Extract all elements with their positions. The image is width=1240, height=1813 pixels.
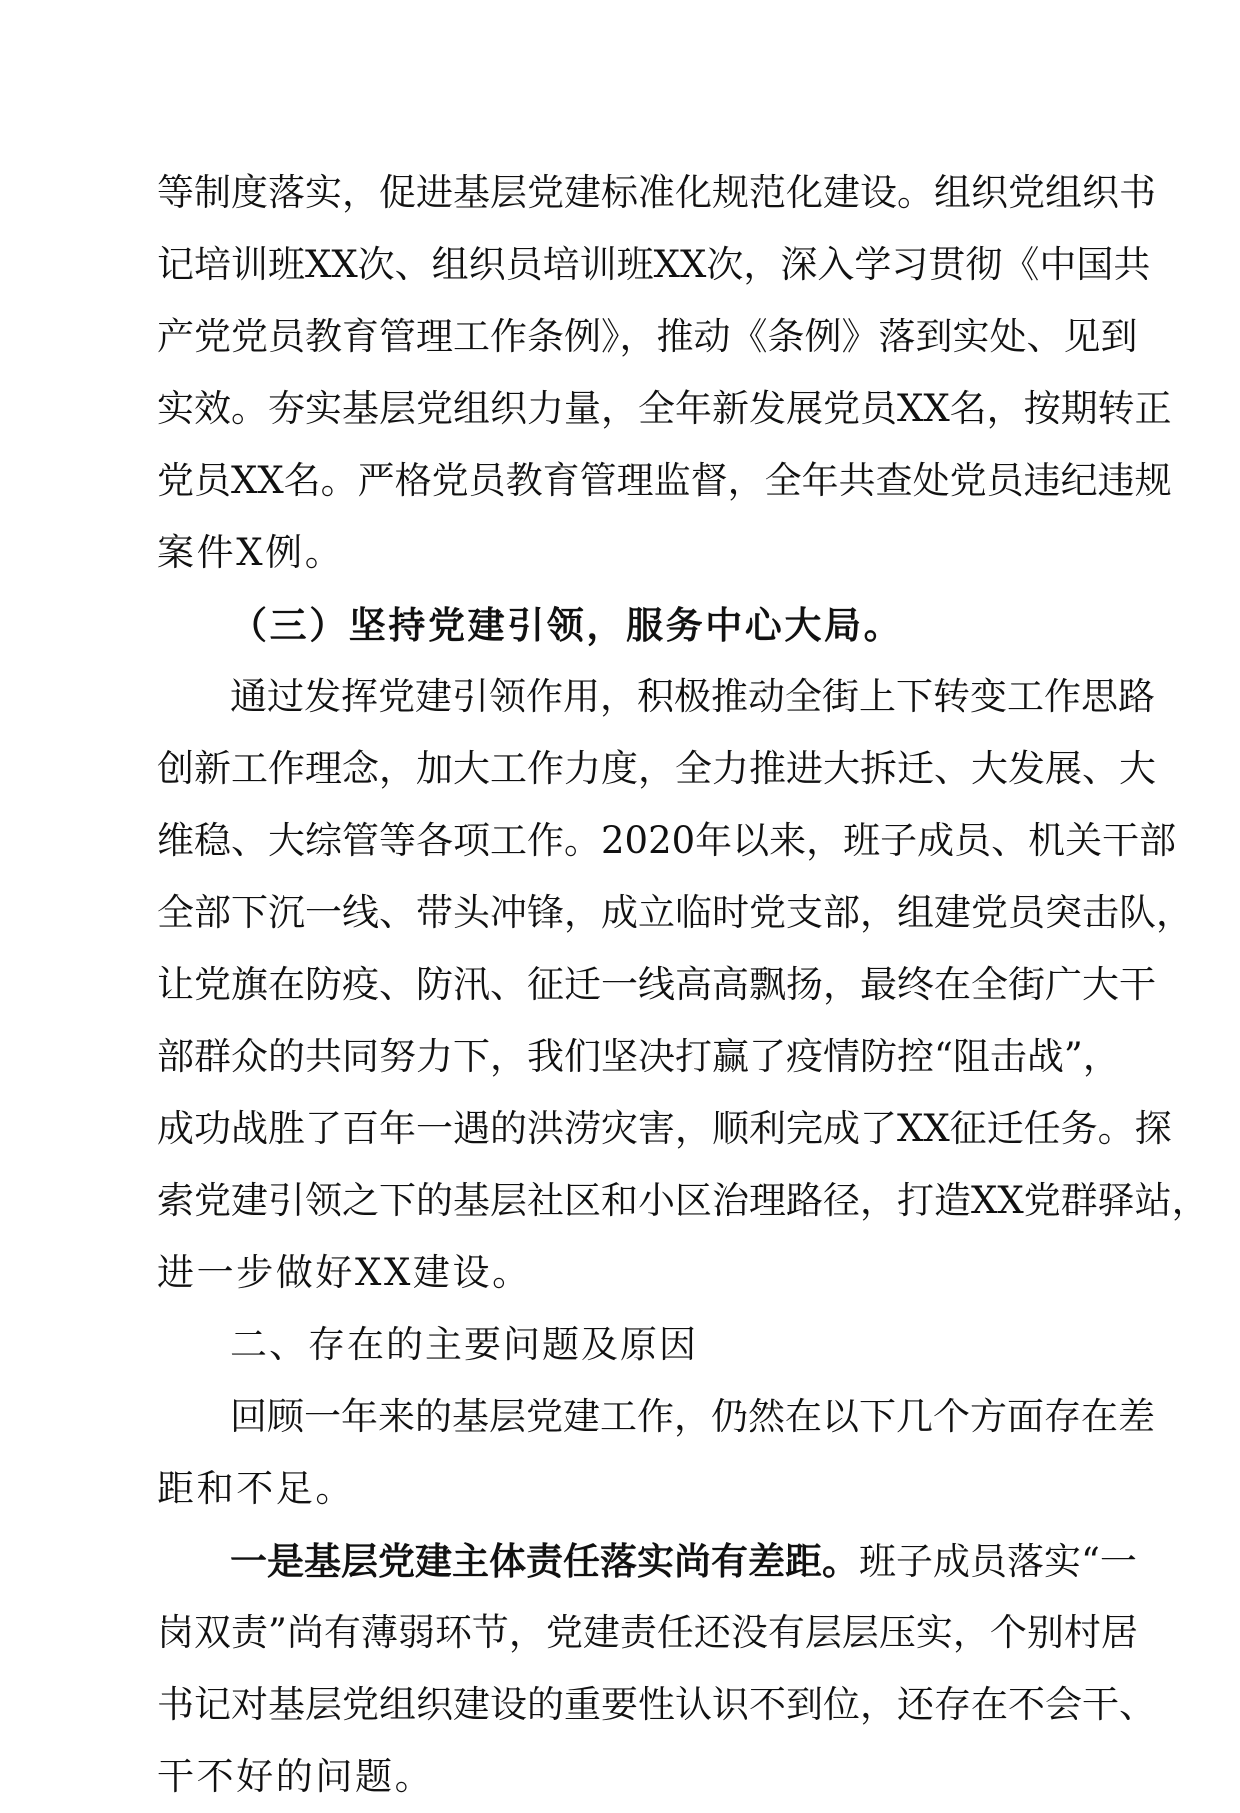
body-text-line: 岗双责”尚有薄弱环节，党建责任还没有层层压实，个别村居 xyxy=(157,1611,1138,1654)
body-text-line: 等制度落实，促进基层党建标准化规范化建设。组织党组织书 xyxy=(157,171,1156,214)
body-text-line: 案件X例。 xyxy=(157,531,345,574)
body-text-line: 进一步做好XX建设。 xyxy=(157,1251,532,1294)
section-heading: （三）坚持党建引领，服务中心大局。 xyxy=(230,603,904,647)
body-text-span: 班子成员落实“一 xyxy=(859,1540,1137,1583)
body-text-line: 部群众的共同努力下，我们坚决打赢了疫情防控“阻击战”， xyxy=(157,1035,1120,1078)
chapter-heading: 二、存在的主要问题及原因 xyxy=(230,1323,698,1366)
body-text-line: 书记对基层党组织建设的重要性认识不到位，还存在不会干、 xyxy=(157,1683,1156,1726)
body-text-line: 维稳、大综管等各项工作。2020年以来，班子成员、机关干部 xyxy=(157,819,1177,862)
body-text-line: 全部下沉一线、带头冲锋，成立临时党支部，组建党员突击队， xyxy=(157,891,1193,934)
mixed-text-line xyxy=(230,1525,1137,1597)
body-text-line: 通过发挥党建引领作用，积极推动全街上下转变工作思路 xyxy=(230,675,1155,718)
body-text-line: 让党旗在防疫、防汛、征迁一线高高飘扬，最终在全街广大干 xyxy=(157,963,1156,1006)
body-text-line: 创新工作理念，加大工作力度，全力推进大拆迁、大发展、大 xyxy=(157,747,1156,790)
body-text-line: 索党建引领之下的基层社区和小区治理路径，打造XX党群驿站， xyxy=(157,1179,1209,1222)
body-text-line: 实效。夯实基层党组织力量，全年新发展党员XX名，按期转正 xyxy=(157,387,1172,430)
body-text-line: 产党党员教育管理工作条例》，推动《条例》落到实处、见到 xyxy=(157,315,1138,358)
body-text-line: 干不好的问题。 xyxy=(157,1755,435,1798)
body-text-line: 成功战胜了百年一遇的洪涝灾害，顺利完成了XX征迁任务。探 xyxy=(157,1107,1172,1150)
lead-sentence: 一是基层党建主体责任落实尚有差距。 xyxy=(230,1539,859,1583)
body-text-line: 党员XX名。严格党员教育管理监督，全年共查处党员违纪违规 xyxy=(157,459,1172,502)
body-text-line: 距和不足。 xyxy=(157,1467,355,1510)
body-text-line: 记培训班XX次、组织员培训班XX次，深入学习贯彻《中国共 xyxy=(157,243,1151,286)
body-text-line: 回顾一年来的基层党建工作，仍然在以下几个方面存在差 xyxy=(230,1395,1155,1438)
